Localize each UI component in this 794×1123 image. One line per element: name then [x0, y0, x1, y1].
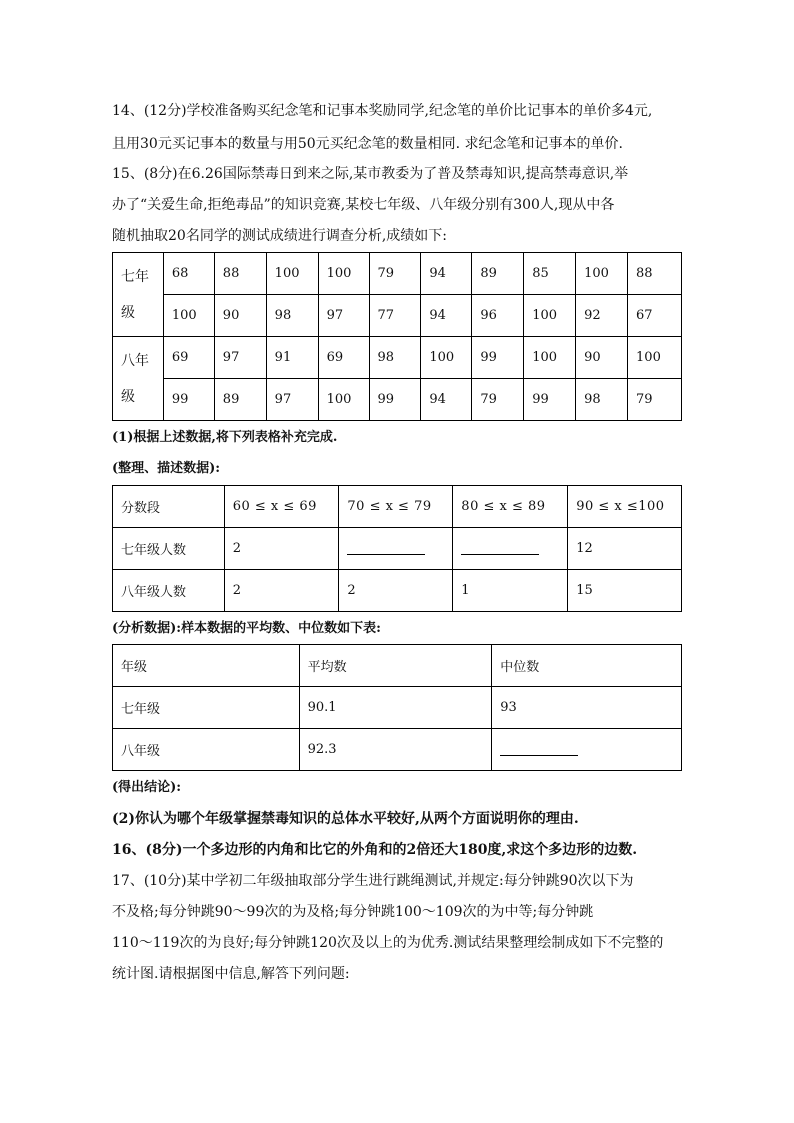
q16-text: 16、(8分)一个多边形的内角和比它的外角和的2倍还大180度,求这个多边形的边数.: [112, 842, 638, 858]
score-cell: 100: [318, 379, 369, 421]
organize-label: (整理、描述数据):: [112, 461, 221, 476]
score-cell: 99: [524, 379, 576, 421]
count-cell: 15: [568, 570, 682, 612]
answer-blank: [500, 743, 578, 756]
frequency-table: [112, 485, 682, 612]
table-row: [113, 486, 682, 528]
score-cell: 97: [214, 337, 266, 379]
score-cell: 69: [318, 337, 369, 379]
score-cell: 90: [576, 337, 628, 379]
table-row: [113, 295, 682, 337]
grade-cell: 八年级: [113, 729, 300, 771]
q15-line3: 随机抽取20名同学的测试成绩进行调查分析,成绩如下:: [112, 228, 447, 244]
header-cell: 平均数: [299, 645, 492, 687]
count-cell: 2: [224, 528, 339, 570]
header-cell: 90 ≤ x ≤100: [568, 486, 682, 528]
score-cell: 97: [266, 379, 318, 421]
table-row: [113, 379, 682, 421]
score-cell: 99: [369, 379, 421, 421]
score-cell: 79: [628, 379, 682, 421]
q17-line1: 17、(10分)某中学初二年级抽取部分学生进行跳绳测试,并规定:每分钟跳90次以下为: [112, 873, 634, 889]
score-cell: 98: [576, 379, 628, 421]
score-cell: 85: [524, 253, 576, 295]
grade7-label-cell: [113, 253, 164, 337]
table-row: [113, 729, 682, 771]
analysis-table: [112, 644, 682, 771]
q15-line1: 15、(8分)在6.26国际禁毒日到来之际,某市教委为了普及禁毒知识,提高禁毒意识,举: [112, 166, 629, 182]
score-cell: 99: [472, 337, 524, 379]
table-row: [113, 528, 682, 570]
score-cell: 88: [214, 253, 266, 295]
answer-blank: [347, 542, 425, 555]
header-cell: 分数段: [113, 486, 225, 528]
conclusion-label: (得出结论):: [112, 780, 182, 795]
q17-line4: 统计图.请根据图中信息,解答下列问题:: [112, 966, 350, 982]
score-cell: 94: [421, 379, 472, 421]
row-label: 八年级人数: [113, 570, 225, 612]
count-cell: 2: [224, 570, 339, 612]
median-cell: 93: [492, 687, 682, 729]
mean-cell: 90.1: [299, 687, 492, 729]
score-cell: 98: [369, 337, 421, 379]
answer-blank-cell: [453, 528, 568, 570]
mean-cell: 92.3: [299, 729, 492, 771]
grade-cell: 七年级: [113, 687, 300, 729]
row-label: 七年级人数: [113, 528, 225, 570]
score-cell: 79: [472, 379, 524, 421]
table-row: [113, 687, 682, 729]
grade7-label-b: 级: [121, 304, 135, 321]
answer-blank-cell: [339, 528, 453, 570]
answer-blank-cell: [492, 729, 682, 771]
score-cell: 89: [472, 253, 524, 295]
table-row: [113, 645, 682, 687]
score-cell: 100: [266, 253, 318, 295]
q15-line2: 办了“关爱生命,拒绝毒品”的知识竞赛,某校七年级、八年级分别有300人,现从中各: [112, 197, 615, 213]
grade8-label-a: 八年: [121, 352, 149, 369]
scores-table: [112, 252, 682, 421]
count-cell: 1: [453, 570, 568, 612]
part2-text: (2)你认为哪个年级掌握禁毒知识的总体水平较好,从两个方面说明你的理由.: [112, 811, 579, 827]
score-cell: 90: [214, 295, 266, 337]
score-cell: 79: [369, 253, 421, 295]
score-cell: 98: [266, 295, 318, 337]
score-cell: 96: [472, 295, 524, 337]
score-cell: 100: [576, 253, 628, 295]
grade8-label-cell: [113, 337, 164, 421]
q14-line1: 14、(12分)学校准备购买纪念笔和记事本奖励同学,纪念笔的单价比记事本的单价多4元,: [112, 103, 653, 119]
table-row: [113, 337, 682, 379]
header-cell: 60 ≤ x ≤ 69: [224, 486, 339, 528]
q17-line3: 110～119次的为良好;每分钟跳120次及以上的为优秀.测试结果整理绘制成如下不完整的: [112, 935, 664, 951]
header-cell: 中位数: [492, 645, 682, 687]
part1-instruction: (1)根据上述数据,将下列表格补充完成.: [112, 430, 338, 445]
score-cell: 68: [163, 253, 214, 295]
grade7-label-a: 七年: [121, 268, 149, 285]
analysis-label: (分析数据):样本数据的平均数、中位数如下表:: [112, 621, 381, 636]
score-cell: 94: [421, 253, 472, 295]
grade8-label-b: 级: [121, 388, 135, 405]
score-cell: 100: [421, 337, 472, 379]
score-cell: 100: [318, 253, 369, 295]
q14-line2: 且用30元买记事本的数量与用50元买纪念笔的数量相同. 求纪念笔和记事本的单价.: [112, 136, 623, 152]
score-cell: 92: [576, 295, 628, 337]
score-cell: 100: [524, 337, 576, 379]
score-cell: 67: [628, 295, 682, 337]
header-cell: 年级: [113, 645, 300, 687]
header-cell: 70 ≤ x ≤ 79: [339, 486, 453, 528]
count-cell: 12: [568, 528, 682, 570]
table-row: [113, 570, 682, 612]
score-cell: 88: [628, 253, 682, 295]
score-cell: 100: [524, 295, 576, 337]
score-cell: 77: [369, 295, 421, 337]
score-cell: 100: [628, 337, 682, 379]
table-row: [113, 253, 682, 295]
score-cell: 91: [266, 337, 318, 379]
score-cell: 94: [421, 295, 472, 337]
header-cell: 80 ≤ x ≤ 89: [453, 486, 568, 528]
count-cell: 2: [339, 570, 453, 612]
score-cell: 69: [163, 337, 214, 379]
score-cell: 100: [163, 295, 214, 337]
score-cell: 99: [163, 379, 214, 421]
answer-blank: [461, 542, 539, 555]
score-cell: 97: [318, 295, 369, 337]
score-cell: 89: [214, 379, 266, 421]
q17-line2: 不及格;每分钟跳90～99次的为及格;每分钟跳100～109次的为中等;每分钟跳: [112, 904, 594, 920]
